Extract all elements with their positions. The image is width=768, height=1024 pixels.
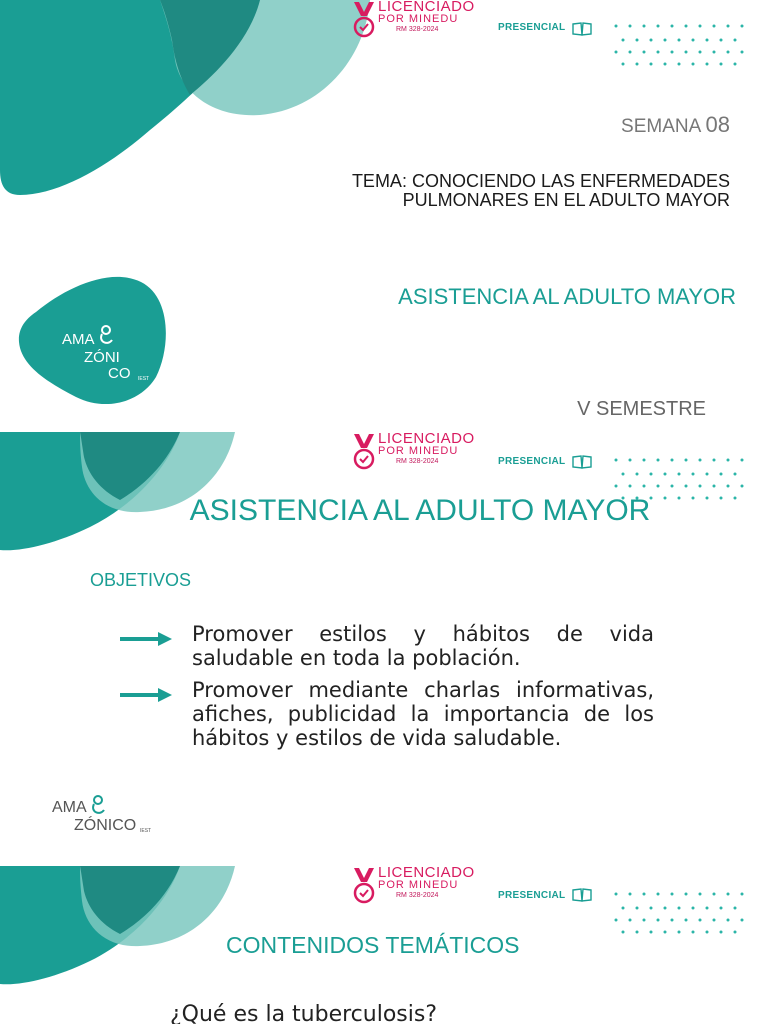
institution-logo	[52, 790, 162, 836]
logo-tag: IEST	[138, 376, 150, 382]
dot-pattern	[614, 22, 750, 66]
license-line2: POR MINEDU	[378, 445, 459, 457]
week-label	[621, 112, 730, 138]
license-badge	[352, 868, 502, 908]
license-badge	[352, 2, 502, 42]
dot-pattern	[614, 890, 750, 934]
topic-line-2: PULMONARES EN EL ADULTO MAYOR	[402, 190, 730, 210]
logo-tag: IEST	[140, 828, 152, 834]
logo-text-1: AMA	[52, 799, 87, 816]
medal-icon	[352, 2, 376, 40]
topic-title	[210, 172, 730, 210]
license-line3: RM 328-2024	[396, 892, 439, 899]
stethoscope-icon	[93, 796, 104, 813]
objective-text: Promover mediante charlas informativas, afiches, publicidad la importancia de los hábitos y estilos de vida saludable.	[192, 678, 654, 750]
license-line1: LICENCIADO	[378, 0, 475, 15]
topic-question: ¿Qué es la tuberculosis?	[170, 1002, 437, 1024]
arrow-right-icon	[120, 688, 172, 702]
objective-item	[120, 622, 656, 674]
semester-label: V SEMESTRE	[577, 398, 706, 420]
course-title: ASISTENCIA AL ADULTO MAYOR	[398, 284, 736, 309]
week-number: 08	[705, 112, 730, 137]
decorative-blobs	[0, 866, 380, 996]
license-line1: LICENCIADO	[378, 432, 475, 447]
medal-icon	[352, 434, 376, 472]
license-line3: RM 328-2024	[396, 458, 439, 465]
course-title: ASISTENCIA AL ADULTO MAYOR	[189, 494, 651, 527]
modality-label: PRESENCIAL	[498, 890, 566, 901]
slide-1	[0, 0, 768, 432]
objective-text: Promover estilos y hábitos de vida saludable en toda la población.	[192, 622, 654, 670]
license-badge	[352, 434, 502, 474]
topic-line-1: TEMA: CONOCIENDO LAS ENFERMEDADES	[351, 171, 730, 191]
arrow-right-icon	[120, 632, 172, 646]
modality-label: PRESENCIAL	[498, 22, 566, 33]
license-line3: RM 328-2024	[396, 26, 439, 33]
objectives-title: OBJETIVOS	[90, 570, 192, 590]
slide-3	[0, 866, 768, 1024]
book-icon	[572, 455, 592, 469]
decorative-blobs	[0, 0, 380, 200]
objective-item	[120, 678, 656, 778]
logo-text-3: CO	[108, 365, 131, 382]
logo-text-2: ZÓNI	[84, 349, 120, 366]
modality-label: PRESENCIAL	[498, 456, 566, 467]
medal-icon	[352, 868, 376, 906]
week-label-text: SEMANA	[621, 116, 701, 137]
logo-text-1: AMA	[62, 331, 95, 348]
logo-text-2: ZÓNICO	[74, 817, 137, 834]
book-icon	[572, 888, 592, 902]
institution-logo	[16, 272, 176, 412]
license-line2: POR MINEDU	[378, 13, 459, 25]
slide-2	[0, 432, 768, 836]
contents-title: CONTENIDOS TEMÁTICOS	[226, 932, 520, 958]
license-line1: LICENCIADO	[378, 866, 475, 881]
book-icon	[572, 22, 592, 36]
license-line2: POR MINEDU	[378, 879, 459, 891]
